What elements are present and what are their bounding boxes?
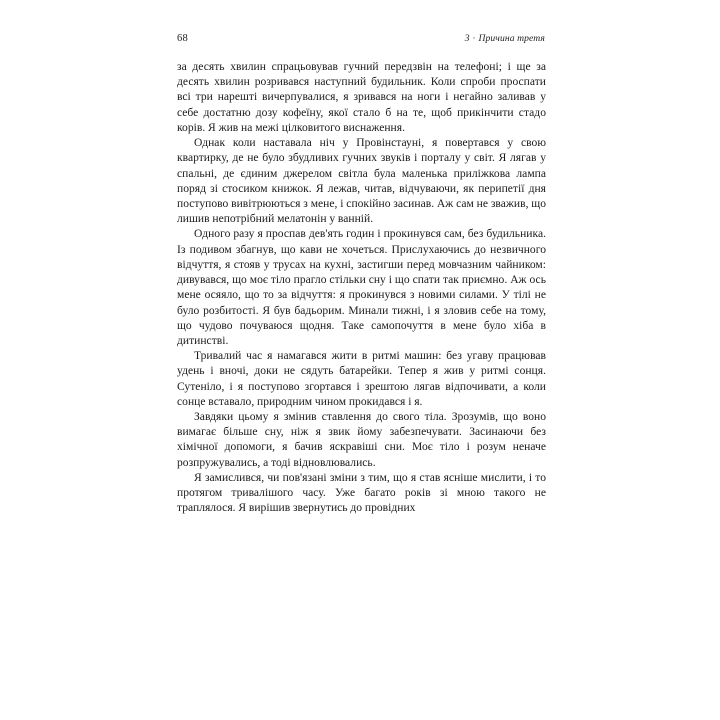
page-number: 68	[177, 33, 189, 44]
paragraph: Однак коли наставала ніч у Провінстауні, я повертався у свою квартирку, де не було збудливих гучних звуків і порталу у світ. Я лягав у спальні, де єдиним джерелом світла була маленька приліжкова лампа поряд зі стосиком книжок. Я лежав, читав, відчуваючи, як перипетії дня поступово вивітрюються з мене, і спокійно засинав. Аж сам не зважив, що лишив непотрібний мелатонін у ванній.	[177, 137, 546, 226]
paragraph: Одного разу я проспав дев'ять годин і прокинувся сам, без будильника. Із подивом збагнув, що кави не хочеться. Прислухаючись до незвичного відчуття, я стояв у трусах на кухні, застигши перед мовчазним чайником: дивувався, що моє тіло прагло стільки сну і що спати так приємно. Аж ось мене осяяло, що то за відчуття: я прокинувся з новими силами. У тілі не було розбитості. Я був бадьорим. Минали тижні, і я зловив себе на тому, що чудово почуваюся щодня. Таке самопочуття в мене було хіба в дитинстві.	[177, 228, 546, 347]
chapter-title: Причина третя	[478, 33, 545, 44]
body-text-block	[177, 60, 546, 517]
chapter-running-title	[465, 33, 545, 44]
paragraph: Я замислився, чи пов'язані зміни з тим, що я став ясніше мислити, і то протягом тривалішого часу. Уже багато років зі мною такого не траплялося. Я вирішив звернутись до провідних	[177, 471, 546, 515]
paragraph: Тривалий час я намагався жити в ритмі машин: без угаву працював удень і вночі, доки не сядуть батарейки. Тепер я жив у ритмі сонця. Сутеніло, і я поступово згортався і зрештою лягав відпочивати, а коли сонце вставало, природним чином прокидався і я.	[177, 350, 546, 408]
chapter-number: 3	[464, 33, 470, 44]
chapter-separator-dot: ·	[472, 32, 476, 43]
running-head	[177, 33, 545, 49]
paragraph: Завдяки цьому я змінив ставлення до свого тіла. Зрозумів, що воно вимагає більше сну, ніж я звик йому забезпечувати. Засинаючи без хімічної допомоги, я бачив яскравіші сни. Моє тіло і розум неначе розпружувались, а тоді відновлювались.	[177, 411, 546, 469]
paragraph: за десять хвилин спрацьовував гучний передзвін на телефоні; і ще за десять хвилин розривався наступний будильник. Коли спроби проспати всі три нарешті вичерпувалися, я зривався на ноги і негайно заливав у себе достатню дозу кофеїну, якої стало б на те, щоб прикінчити стадо корів. Я жив на межі цілковитого виснаження.	[177, 61, 546, 134]
